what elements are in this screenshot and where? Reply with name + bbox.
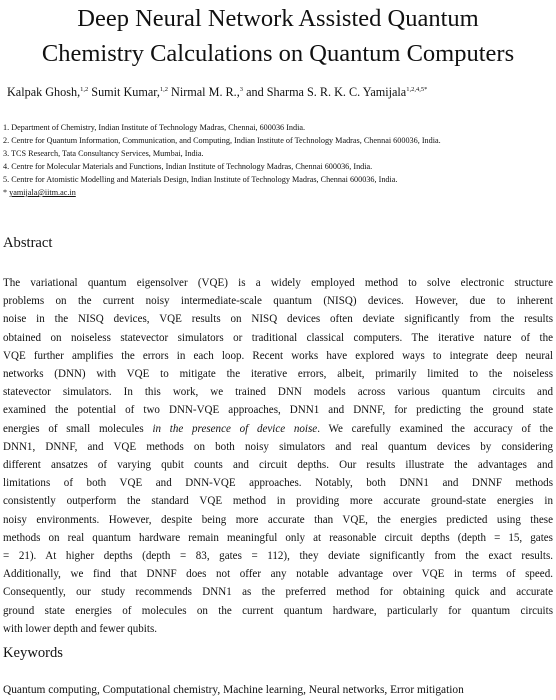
title-line-1: Deep Neural Network Assisted Quantum [77,5,479,32]
abstract-line: different ansatzes of varying qubit counts and circuit depths. Our results illustrate the advantages and [3,459,553,472]
affiliation: 1. Department of Chemistry, Indian Institute of Technology Madras, Chennai, 600036 India. [3,123,306,132]
affiliation: 3. TCS Research, Tata Consultancy Services, Mumbai, India. [3,149,204,158]
correspondence-line [3,186,553,199]
abstract-emphasis: in the presence of device noise [152,422,318,435]
affiliation: 4. Centre for Molecular Materials and Functions, Indian Institute of Technology Madras, Chennai 600036, India. [3,162,373,171]
abstract-line: methods on real quantum hardware remain meaningful only at reasonable circuit depths (depth = 15, gates [3,531,553,544]
abstract-line: DNN1, DNNF, and VQE methods on both noisy simulators and real quantum devices by considering [3,440,553,453]
abstract-line: problems on the current noisy intermediate-scale quantum (NISQ) devices. However, due to inherent [3,295,553,308]
author-affiliation-marks: 3 [239,86,244,93]
abstract-line: limitations of both VQE and DNN-VQE approaches. Notably, both DNN1 and DNNF methods [3,477,553,490]
abstract-line: obtained on noiseless statevector simulators or traditional classical computers. The iterative nature of the [3,331,553,344]
correspondence-marker: * [3,188,10,197]
abstract-line: consistently outperform the standard VQE method in providing more accurate ground-state energies in [3,495,553,508]
author-list [7,85,552,100]
abstract-text [3,274,553,638]
abstract-text-run: . We carefully examined the accuracy of the [317,422,553,435]
correspondence-email-link[interactable]: yamijala@iitm.ac.in [9,188,76,197]
abstract-line: statevector simulators. In this work, we trained DNN models across various quantum circuits and [3,386,553,399]
title-line-2: Chemistry Calculations on Quantum Computers [41,40,515,67]
abstract-line: The variational quantum eigensolver (VQE) is a widely employed method to solve electronic structure [3,277,553,289]
abstract-line: noise in the NISQ devices, VQE results on NISQ devices often deviate significantly from the results [3,313,553,326]
abstract-line: examined the potential of two DNN-VQE approaches, DNN1 and DNNF, for predicting the ground state [3,404,553,417]
abstract-heading: Abstract [3,235,53,251]
affiliation-list [3,121,553,199]
author-name: Kalpak Ghosh, [7,85,81,99]
abstract-line: = 21). At higher depths (depth = 83, gates = 112), they deviate significantly from the exact results. [3,550,553,563]
author-affiliation-marks: 1,2 [80,86,89,93]
author-affiliation-marks: 1,2,4,5* [406,86,428,93]
author-name: Sumit Kumar, [91,85,160,99]
abstract-line: noisy environments. However, despite being more accurate than VQE, the energies predicted using these [3,513,553,526]
abstract-line: VQE further amplifies the errors in each loop. Recent works have explored ways to integrate deep neural [3,349,553,362]
abstract-line: ground state energies of molecules on the current quantum hardware, particularly for quantum circuits [3,604,553,617]
abstract-line [3,420,553,438]
keywords-heading: Keywords [3,645,63,661]
author-affiliation-marks: 1,2 [159,86,168,93]
affiliation: 2. Centre for Quantum Information, Communication, and Computing, Indian Institute of Technology Madras, Chennai 600036, India. [3,136,441,145]
abstract-line: Consequently, our study recommends DNN1 as the preferred method for obtaining quick and accurate [3,586,553,599]
affiliation: 5. Centre for Atomistic Modelling and Materials Design, Indian Institute of Technology Madras, Chennai 600036, India. [3,175,398,184]
author-separator: and [243,85,267,99]
abstract-line: with lower depth and fewer qubits. [3,622,158,635]
abstract-text-run: energies of small molecules [3,422,153,435]
keywords-list: Quantum computing, Computational chemistry, Machine learning, Neural networks, Error mitigation [3,684,464,696]
paper-title [0,1,556,71]
abstract-line: networks (DNN) with VQE to mitigate the iterative errors, albeit, primarily limited to the noiseless [3,368,553,381]
abstract-line: Additionally, we find that DNNF does not offer any notable advantage over VQE in terms of speed. [3,568,553,581]
author-name: Sharma S. R. K. C. Yamijala [266,85,407,99]
author-name: Nirmal M. R., [171,85,240,99]
